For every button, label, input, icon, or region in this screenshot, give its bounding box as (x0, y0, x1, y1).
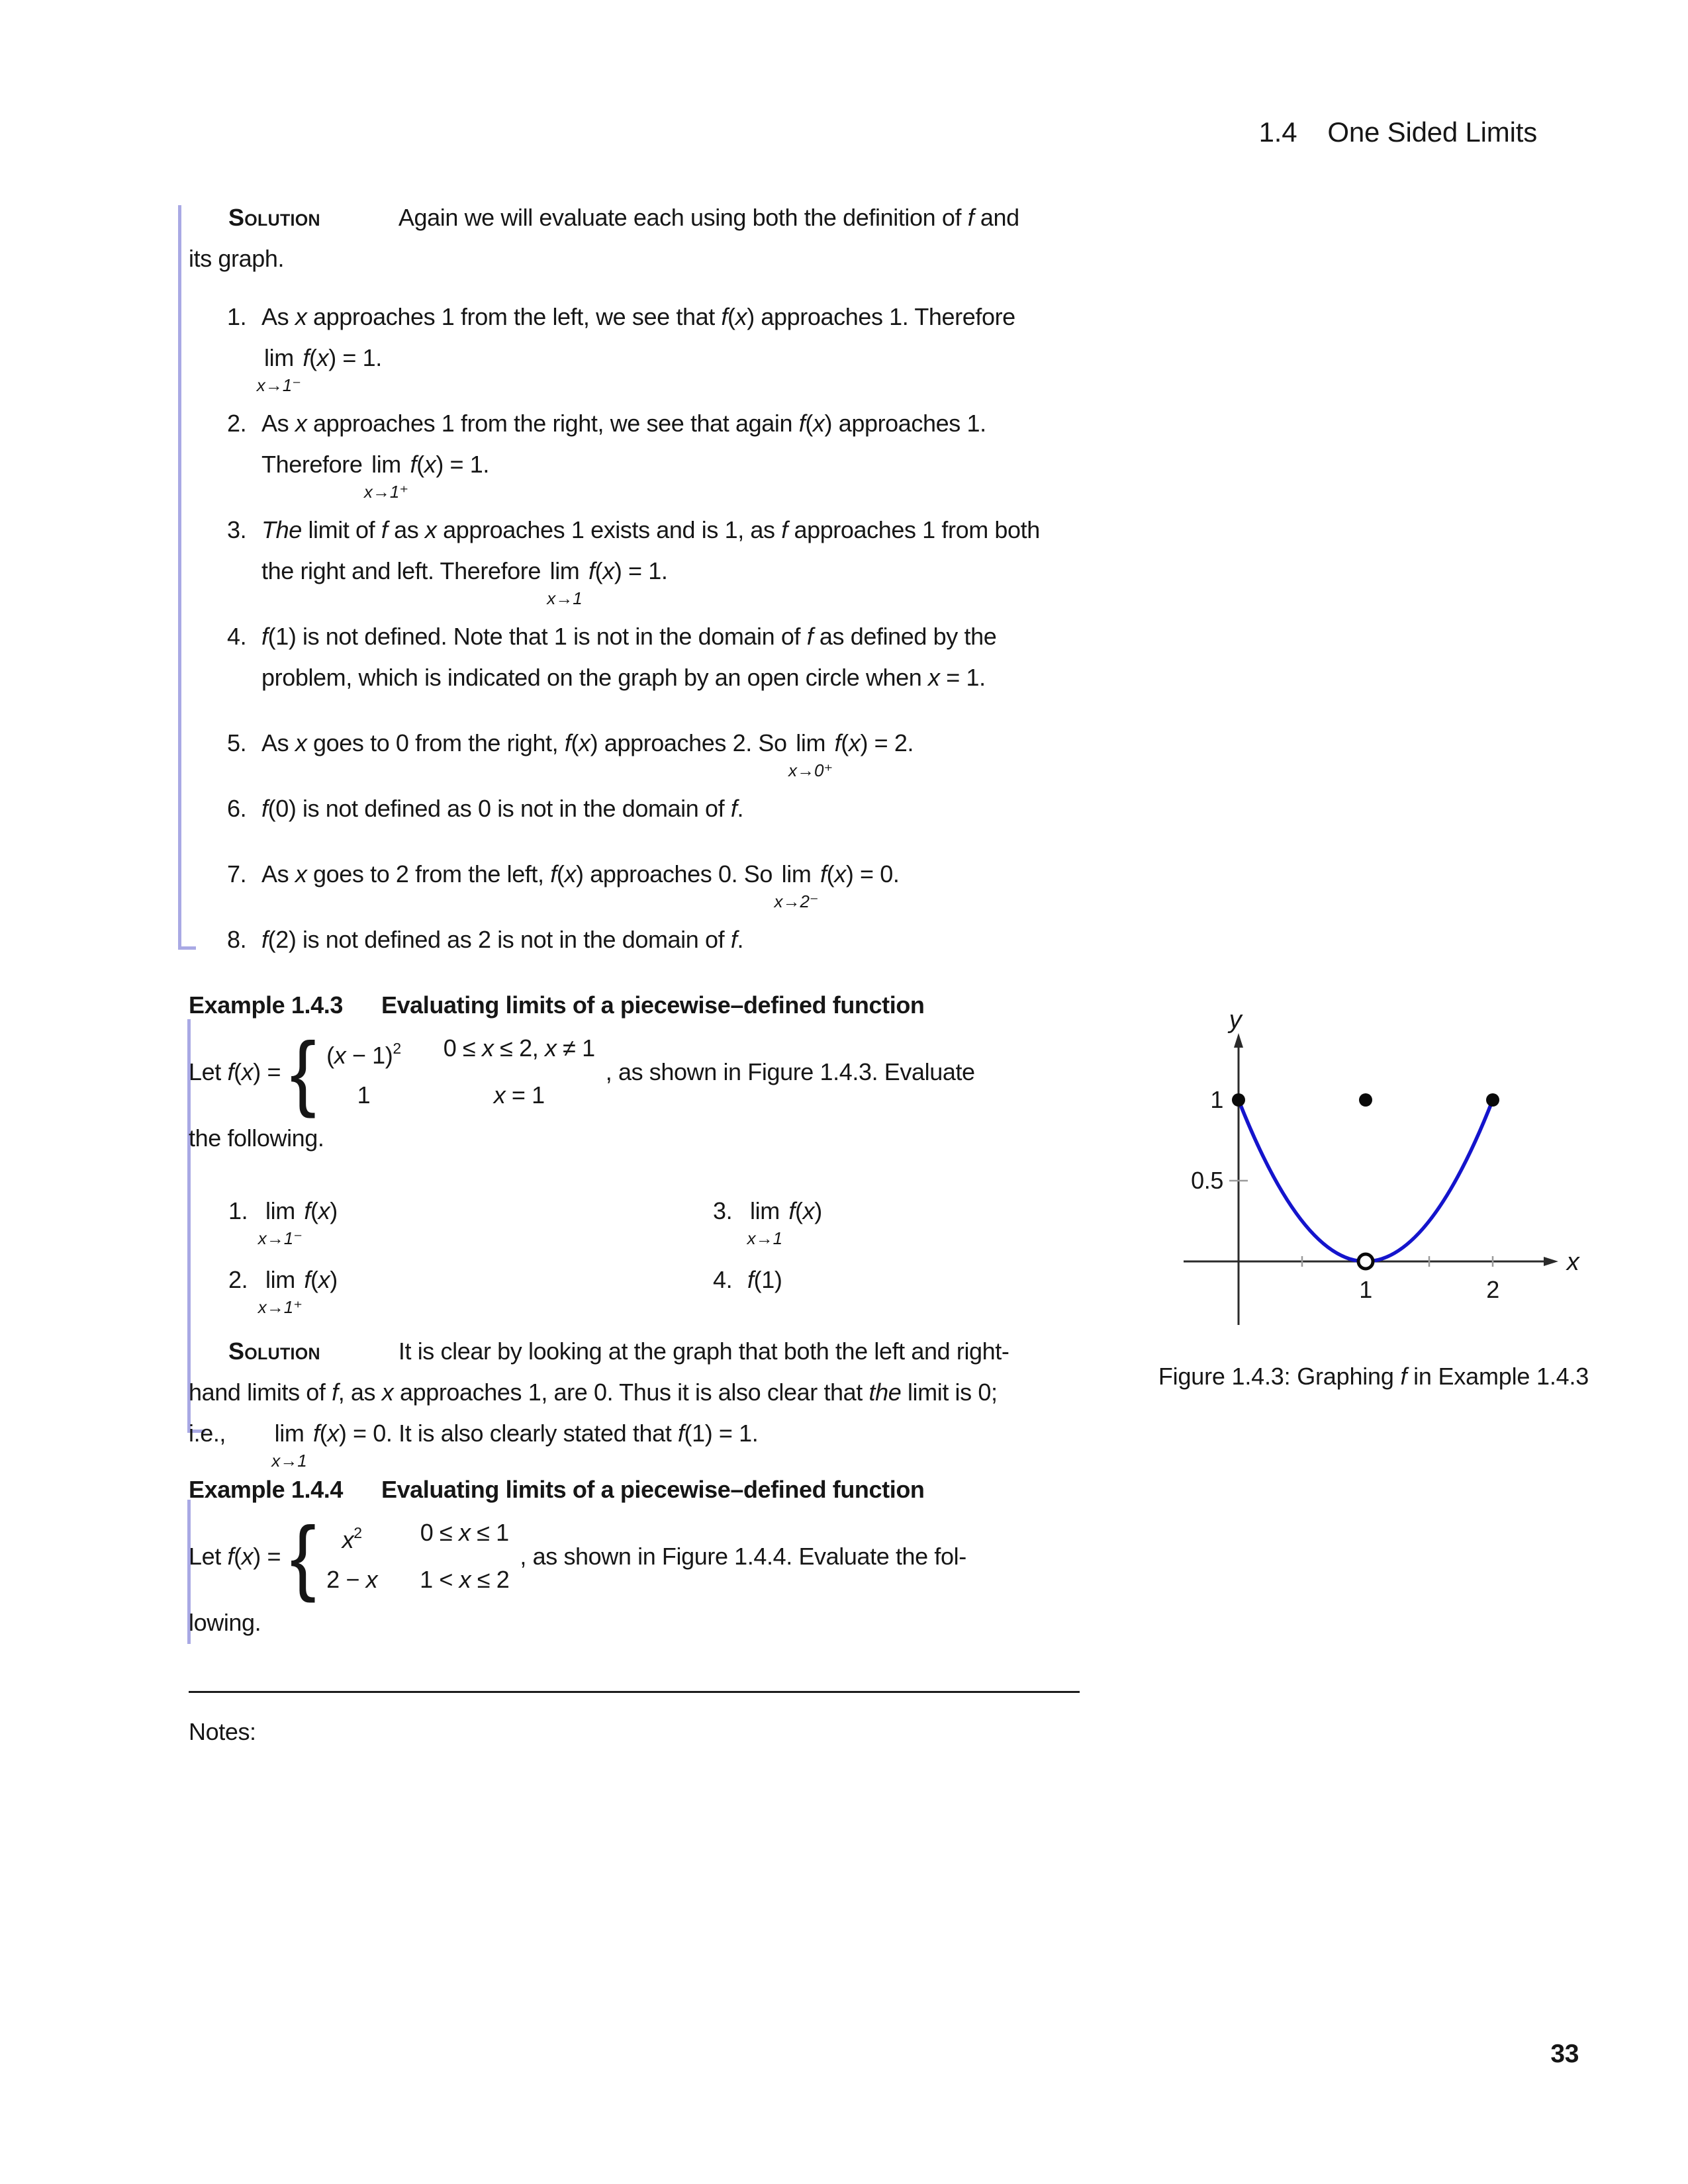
list-item (189, 616, 1112, 698)
case-expression: $(x - 1)^2$ (326, 1040, 401, 1069)
y-tick-label-1: 1 (1210, 1086, 1223, 1113)
limit-operator: lim x→1⁻ (264, 338, 294, 379)
solution-list (189, 296, 1112, 960)
case-condition: 1 < x ≤ 2 (420, 1566, 510, 1593)
list-item-text: The limit of f as x approaches 1 exists and is 1, as f approaches 1 from both the right and left. Therefore lim x→1 f(x) = 1. (261, 516, 1040, 584)
x-tick-label-2: 2 (1486, 1276, 1499, 1303)
limit-subscript: x→2⁻ (774, 891, 819, 911)
function-tail-text: , as shown in Figure 1.4.3. Evaluate (605, 1058, 975, 1085)
list-item (189, 296, 1112, 395)
limit-subscript: x→1 (547, 588, 583, 608)
list-item-text: As x goes to 0 from the right, f(x) approaches 2. So lim x→0⁺ f(x) = 2. (261, 729, 914, 756)
example-solution: Solution It is clear by looking at the graph that both the left and right- hand limits of f, as x approaches 1, are 0. Thus it is also clear that the limit is 0; i.e., lim x→1 f(x) = 0. It is also clearly stated that f(1) = 1. (189, 1331, 1112, 1454)
list-item-text: As x goes to 2 from the left, f(x) approaches 0. So lim x→2⁻ f(x) = 0. (261, 860, 900, 887)
list-item (189, 919, 1112, 960)
list-item-number: 4. (227, 623, 247, 650)
section-title: One Sided Limits (1327, 116, 1537, 148)
function-tail-text-2: lowing. (189, 1609, 261, 1636)
limit-subscript: x→1⁺ (363, 482, 409, 502)
example-143 (189, 985, 1112, 1478)
function-tail-text-2: the following. (189, 1124, 324, 1152)
list-item-text: As x approaches 1 from the right, we see that again f(x) approaches 1. Therefore lim x→1⁺ f(x) = 1. (261, 410, 986, 478)
notes-rule (189, 1691, 1080, 1693)
brace-glyph: { (290, 1024, 316, 1119)
problem-item: 2. lim x→1⁺ f(x) (228, 1259, 713, 1300)
case-expression: 1 (357, 1081, 371, 1109)
problem-item: 3. lim x→1 f(x) (713, 1191, 1112, 1232)
list-item-text: f(0) is not defined as 0 is not in the domain of f. (261, 795, 744, 822)
list-item (189, 788, 1112, 829)
example-144 (189, 1469, 1112, 1643)
parabola-curve (1239, 1100, 1493, 1261)
problem-item: 4. f(1) (713, 1266, 782, 1293)
closed-point-0-1 (1232, 1093, 1245, 1107)
page-number: 33 (1550, 2040, 1579, 2068)
y-axis-label: y (1229, 1006, 1242, 1034)
case-expression: $x^2$ (342, 1524, 362, 1553)
case-expression: 2 − x (326, 1566, 378, 1593)
list-item (189, 723, 1112, 780)
example-number: Example 1.4.4 (189, 1476, 343, 1503)
figure-caption: Figure 1.4.3: Graphing f in Example 1.4.3 (1158, 1363, 1589, 1390)
list-item-number: 1. (227, 303, 247, 330)
limit-subscript: x→1⁻ (256, 375, 301, 395)
y-axis-arrow-icon (1234, 1033, 1243, 1048)
case-condition: x = 1 (493, 1081, 545, 1109)
function-tail-text: , as shown in Figure 1.4.4. Evaluate the fol- (520, 1542, 966, 1570)
y-tick-label-05: 0.5 (1191, 1167, 1223, 1194)
list-item-number: 3. (227, 516, 247, 543)
list-item (189, 854, 1112, 911)
limit-operator: lim x→1⁻ (265, 1191, 295, 1232)
list-item (189, 510, 1112, 608)
list-item-text: As x approaches 1 from the left, we see that f(x) approaches 1. Therefore lim x→1⁻ f(x) = 1. (261, 303, 1015, 371)
limit-subscript: x→0⁺ (788, 760, 833, 780)
brace-glyph: { (290, 1509, 316, 1604)
x-axis-label: x (1566, 1248, 1579, 1276)
solution-intro: Solution Again we will evaluate each using both the definition of f and its graph. (189, 204, 1019, 272)
list-item (189, 403, 1112, 502)
page-header (1259, 116, 1537, 148)
case-condition: 0 ≤ x ≤ 2, x ≠ 1 (443, 1034, 595, 1062)
piecewise-function (189, 1509, 1112, 1604)
x-tick-label-1: 1 (1359, 1276, 1372, 1303)
list-item-number: 6. (227, 795, 247, 822)
limit-subscript: x→1⁺ (258, 1297, 303, 1317)
example-heading (189, 985, 1112, 1026)
list-item-number: 2. (227, 410, 247, 437)
limit-operator: lim x→1⁺ (265, 1259, 295, 1300)
solution-block (189, 197, 1112, 985)
function-lhs: Let f(x) = (189, 1058, 281, 1085)
case-condition: 0 ≤ x ≤ 1 (420, 1519, 509, 1546)
example-title: Evaluating limits of a piecewise–defined function (381, 1476, 925, 1503)
limit-operator: lim x→1⁺ (371, 444, 401, 485)
example-title: Evaluating limits of a piecewise–defined function (381, 991, 925, 1019)
limit-operator: lim x→1 (750, 1191, 780, 1232)
piecewise-function (189, 1024, 1112, 1119)
section-number: 1.4 (1258, 116, 1297, 148)
open-point-1-0 (1358, 1254, 1373, 1269)
x-axis-arrow-icon (1544, 1257, 1558, 1266)
figure-graph (1145, 1003, 1602, 1337)
example-number: Example 1.4.3 (189, 991, 343, 1019)
limit-subscript: x→1 (747, 1228, 783, 1248)
closed-point-2-1 (1486, 1093, 1499, 1107)
limit-operator: lim x→1 (550, 551, 580, 592)
limit-operator: lim x→2⁻ (782, 854, 812, 895)
list-item-number: 8. (227, 926, 247, 953)
notes-label: Notes: (189, 1718, 256, 1745)
limit-operator: lim x→1 (235, 1413, 305, 1454)
limit-operator: lim x→0⁺ (796, 723, 825, 764)
limit-subscript: x→1⁻ (258, 1228, 303, 1248)
list-item-text: f(1) is not defined. Note that 1 is not in the domain of f as defined by the problem, which is indicated on the graph by an open circle when x = 1. (261, 623, 997, 691)
list-item-text: f(2) is not defined as 2 is not in the domain of f. (261, 926, 744, 953)
piecewise-cases (326, 1030, 595, 1114)
problems-grid (189, 1191, 1112, 1317)
limit-subscript: x→1 (271, 1451, 307, 1471)
piecewise-cases (326, 1514, 509, 1598)
list-item-number: 5. (227, 729, 247, 756)
function-lhs: Let f(x) = (189, 1542, 281, 1570)
closed-point-1-1 (1359, 1093, 1372, 1107)
problem-item: 1. lim x→1⁻ f(x) (228, 1191, 713, 1232)
example-heading (189, 1469, 1112, 1510)
list-item-number: 7. (227, 860, 247, 887)
